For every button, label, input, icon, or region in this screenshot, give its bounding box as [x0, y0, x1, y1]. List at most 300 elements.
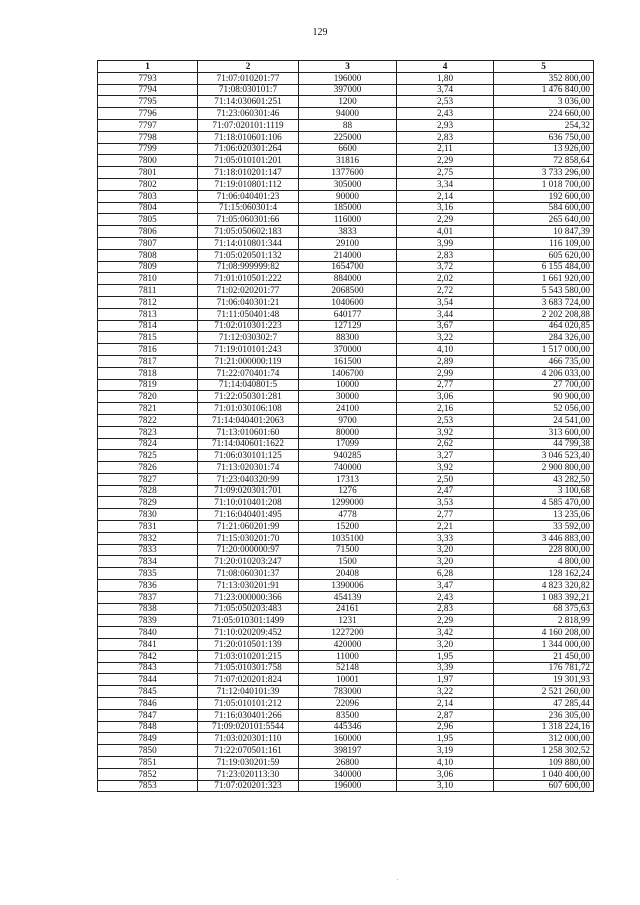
value-cell: 2 521 260,00 [494, 686, 594, 698]
row-number-cell: 7803 [98, 190, 198, 202]
cadastral-number-cell: 71:02:010301:223 [198, 320, 299, 332]
table-row [98, 273, 594, 285]
row-number-cell: 7800 [98, 155, 198, 167]
row-number-cell: 7843 [98, 662, 198, 674]
row-number-cell: 7838 [98, 603, 198, 615]
row-number-cell: 7816 [98, 344, 198, 356]
area-cell: 1377600 [299, 167, 397, 179]
rate-cell: 3,72 [397, 261, 494, 273]
table-row [98, 580, 594, 592]
row-number-cell: 7826 [98, 462, 198, 474]
area-cell: 26800 [299, 757, 397, 769]
column-header: 1 [98, 61, 198, 73]
table-row [98, 603, 594, 615]
table-row [98, 686, 594, 698]
rate-cell: 2,72 [397, 285, 494, 297]
value-cell: 1 018 700,00 [494, 178, 594, 190]
cadastral-number-cell: 71:05:010101:201 [198, 155, 299, 167]
table-row [98, 733, 594, 745]
value-cell: 312 000,00 [494, 733, 594, 745]
area-cell: 24100 [299, 403, 397, 415]
cadastral-number-cell: 71:15:060301:4 [198, 202, 299, 214]
area-cell: 783000 [299, 686, 397, 698]
area-cell: 31816 [299, 155, 397, 167]
table-row [98, 261, 594, 273]
row-number-cell: 7840 [98, 627, 198, 639]
table-row [98, 143, 594, 155]
value-cell: 44 799,38 [494, 438, 594, 450]
table-row [98, 296, 594, 308]
rate-cell: 2,47 [397, 485, 494, 497]
row-number-cell: 7833 [98, 544, 198, 556]
value-cell: 3 446 883,00 [494, 532, 594, 544]
value-cell: 2 818,99 [494, 615, 594, 627]
area-cell: 1654700 [299, 261, 397, 273]
table-row [98, 202, 594, 214]
row-number-cell: 7809 [98, 261, 198, 273]
rate-cell: 3,99 [397, 237, 494, 249]
table-row [98, 497, 594, 509]
rate-cell: 2,02 [397, 273, 494, 285]
cadastral-number-cell: 71:23:020113:30 [198, 768, 299, 780]
value-cell: 72 858,64 [494, 155, 594, 167]
cadastral-number-cell: 71:02:020201:77 [198, 285, 299, 297]
area-cell: 196000 [299, 780, 397, 792]
cadastral-number-cell: 71:22:070501:161 [198, 745, 299, 757]
value-cell: 4 800,00 [494, 556, 594, 568]
row-number-cell: 7834 [98, 556, 198, 568]
value-cell: 128 162,24 [494, 568, 594, 580]
cadastral-number-cell: 71:07:020201:323 [198, 780, 299, 792]
row-number-cell: 7848 [98, 721, 198, 733]
cadastral-number-cell: 71:01:030106:108 [198, 403, 299, 415]
value-cell: 313 600,00 [494, 426, 594, 438]
rate-cell: 3,20 [397, 556, 494, 568]
table-row [98, 178, 594, 190]
value-cell: 584 600,00 [494, 202, 594, 214]
area-cell: 225000 [299, 131, 397, 143]
value-cell: 3 046 523,40 [494, 450, 594, 462]
rate-cell: 2,43 [397, 591, 494, 603]
cadastral-number-cell: 71:05:010101:212 [198, 698, 299, 710]
table-row [98, 438, 594, 450]
rate-cell: 3,06 [397, 768, 494, 780]
area-cell: 71500 [299, 544, 397, 556]
rate-cell: 3,20 [397, 544, 494, 556]
value-cell: 2 900 800,00 [494, 462, 594, 474]
area-cell: 196000 [299, 72, 397, 84]
area-cell: 88300 [299, 332, 397, 344]
rate-cell: 1,97 [397, 674, 494, 686]
cadastral-number-cell: 71:05:060301:66 [198, 214, 299, 226]
column-header: 2 [198, 61, 299, 73]
table-row [98, 155, 594, 167]
table-row [98, 379, 594, 391]
rate-cell: 2,53 [397, 96, 494, 108]
rate-cell: 2,14 [397, 698, 494, 710]
value-cell: 4 585 470,00 [494, 497, 594, 509]
area-cell: 1035100 [299, 532, 397, 544]
area-cell: 940285 [299, 450, 397, 462]
column-header: 4 [397, 61, 494, 73]
row-number-cell: 7829 [98, 497, 198, 509]
table-row [98, 721, 594, 733]
area-cell: 397000 [299, 84, 397, 96]
row-number-cell: 7797 [98, 119, 198, 131]
rate-cell: 2,75 [397, 167, 494, 179]
table-row [98, 709, 594, 721]
table-row [98, 285, 594, 297]
row-number-cell: 7810 [98, 273, 198, 285]
row-number-cell: 7805 [98, 214, 198, 226]
cadastral-number-cell: 71:08:999999:82 [198, 261, 299, 273]
row-number-cell: 7836 [98, 580, 198, 592]
table-row [98, 344, 594, 356]
column-header: 3 [299, 61, 397, 73]
data-table [97, 60, 594, 792]
cadastral-number-cell: 71:07:020101:1119 [198, 119, 299, 131]
row-number-cell: 7827 [98, 473, 198, 485]
value-cell: 254,32 [494, 119, 594, 131]
rate-cell: 2,21 [397, 521, 494, 533]
row-number-cell: 7814 [98, 320, 198, 332]
area-cell: 80000 [299, 426, 397, 438]
row-number-cell: 7815 [98, 332, 198, 344]
table-row [98, 521, 594, 533]
area-cell: 88 [299, 119, 397, 131]
cadastral-number-cell: 71:18:010201:147 [198, 167, 299, 179]
area-cell: 90000 [299, 190, 397, 202]
value-cell: 10 847,39 [494, 226, 594, 238]
area-cell: 305000 [299, 178, 397, 190]
value-cell: 1 517 000,00 [494, 344, 594, 356]
row-number-cell: 7823 [98, 426, 198, 438]
value-cell: 24 541,00 [494, 414, 594, 426]
table-row [98, 662, 594, 674]
area-cell: 10000 [299, 379, 397, 391]
value-cell: 90 900,00 [494, 391, 594, 403]
area-cell: 6600 [299, 143, 397, 155]
value-cell: 224 660,00 [494, 108, 594, 120]
cadastral-number-cell: 71:19:010101:243 [198, 344, 299, 356]
cadastral-number-cell: 71:10:020209:452 [198, 627, 299, 639]
cadastral-number-cell: 71:12:040101:39 [198, 686, 299, 698]
table-row [98, 214, 594, 226]
value-cell: 464 020,85 [494, 320, 594, 332]
rate-cell: 2,53 [397, 414, 494, 426]
table-row [98, 780, 594, 792]
cadastral-number-cell: 71:16:030401:266 [198, 709, 299, 721]
row-number-cell: 7802 [98, 178, 198, 190]
area-cell: 1276 [299, 485, 397, 497]
value-cell: 3 733 296,00 [494, 167, 594, 179]
cadastral-number-cell: 71:12:030302:7 [198, 332, 299, 344]
area-cell: 2068500 [299, 285, 397, 297]
value-cell: 27 700,00 [494, 379, 594, 391]
rate-cell: 3,53 [397, 497, 494, 509]
row-number-cell: 7837 [98, 591, 198, 603]
table-row [98, 532, 594, 544]
area-cell: 1406700 [299, 367, 397, 379]
value-cell: 607 600,00 [494, 780, 594, 792]
value-cell: 4 206 033,00 [494, 367, 594, 379]
row-number-cell: 7796 [98, 108, 198, 120]
rate-cell: 3,67 [397, 320, 494, 332]
row-number-cell: 7794 [98, 84, 198, 96]
row-number-cell: 7818 [98, 367, 198, 379]
table-row [98, 650, 594, 662]
row-number-cell: 7811 [98, 285, 198, 297]
area-cell: 214000 [299, 249, 397, 261]
row-number-cell: 7824 [98, 438, 198, 450]
rate-cell: 2,62 [397, 438, 494, 450]
value-cell: 4 823 320,82 [494, 580, 594, 592]
table-row [98, 391, 594, 403]
cadastral-number-cell: 71:23:000000:366 [198, 591, 299, 603]
area-cell: 370000 [299, 344, 397, 356]
value-cell: 466 735,00 [494, 355, 594, 367]
area-cell: 127129 [299, 320, 397, 332]
rate-cell: 4,10 [397, 757, 494, 769]
area-cell: 9700 [299, 414, 397, 426]
cadastral-number-cell: 71:03:010201:215 [198, 650, 299, 662]
cadastral-number-cell: 71:06:040401:23 [198, 190, 299, 202]
cadastral-number-cell: 71:19:030201:59 [198, 757, 299, 769]
table-row [98, 119, 594, 131]
area-cell: 1231 [299, 615, 397, 627]
value-cell: 1 040 400,00 [494, 768, 594, 780]
area-cell: 1200 [299, 96, 397, 108]
cadastral-number-cell: 71:05:050602:183 [198, 226, 299, 238]
rate-cell: 3,47 [397, 580, 494, 592]
rate-cell: 3,33 [397, 532, 494, 544]
cadastral-number-cell: 71:13:020301:74 [198, 462, 299, 474]
cadastral-number-cell: 71:16:040401:495 [198, 509, 299, 521]
area-cell: 11000 [299, 650, 397, 662]
area-cell: 740000 [299, 462, 397, 474]
value-cell: 176 781,72 [494, 662, 594, 674]
row-number-cell: 7808 [98, 249, 198, 261]
cadastral-number-cell: 71:20:010203:247 [198, 556, 299, 568]
table-row [98, 768, 594, 780]
area-cell: 30000 [299, 391, 397, 403]
row-number-cell: 7830 [98, 509, 198, 521]
area-cell: 4778 [299, 509, 397, 521]
table-row [98, 131, 594, 143]
row-number-cell: 7852 [98, 768, 198, 780]
area-cell: 454139 [299, 591, 397, 603]
rate-cell: 3,92 [397, 426, 494, 438]
cadastral-number-cell: 71:06:020301:264 [198, 143, 299, 155]
rate-cell: 2,83 [397, 603, 494, 615]
rate-cell: 2,11 [397, 143, 494, 155]
cadastral-number-cell: 71:01:010501:222 [198, 273, 299, 285]
value-cell: 43 282,50 [494, 473, 594, 485]
table-row [98, 367, 594, 379]
rate-cell: 6,28 [397, 568, 494, 580]
table-row [98, 108, 594, 120]
row-number-cell: 7801 [98, 167, 198, 179]
table-row [98, 249, 594, 261]
table-body [98, 72, 594, 792]
table-row [98, 462, 594, 474]
row-number-cell: 7839 [98, 615, 198, 627]
area-cell: 1227200 [299, 627, 397, 639]
row-number-cell: 7807 [98, 237, 198, 249]
row-number-cell: 7817 [98, 355, 198, 367]
table-row [98, 627, 594, 639]
rate-cell: 2,96 [397, 721, 494, 733]
cadastral-number-cell: 71:20:000000:97 [198, 544, 299, 556]
value-cell: 6 155 484,00 [494, 261, 594, 273]
rate-cell: 2,89 [397, 355, 494, 367]
area-cell: 116000 [299, 214, 397, 226]
value-cell: 1 318 224,16 [494, 721, 594, 733]
value-cell: 5 543 580,00 [494, 285, 594, 297]
row-number-cell: 7820 [98, 391, 198, 403]
table-row [98, 556, 594, 568]
rate-cell: 2,29 [397, 615, 494, 627]
table-row [98, 450, 594, 462]
table-row [98, 72, 594, 84]
row-number-cell: 7846 [98, 698, 198, 710]
area-cell: 22096 [299, 698, 397, 710]
value-cell: 605 620,00 [494, 249, 594, 261]
value-cell: 352 800,00 [494, 72, 594, 84]
cadastral-number-cell: 71:19:010801:112 [198, 178, 299, 190]
area-cell: 884000 [299, 273, 397, 285]
cadastral-number-cell: 71:14:030601:251 [198, 96, 299, 108]
table-row [98, 237, 594, 249]
table-row [98, 473, 594, 485]
value-cell: 1 083 392,21 [494, 591, 594, 603]
cadastral-number-cell: 71:23:060301:46 [198, 108, 299, 120]
value-cell: 4 160 208,00 [494, 627, 594, 639]
rate-cell: 3,27 [397, 450, 494, 462]
column-header: 5 [494, 61, 594, 73]
value-cell: 1 258 302,52 [494, 745, 594, 757]
rate-cell: 3,22 [397, 332, 494, 344]
area-cell: 52148 [299, 662, 397, 674]
value-cell: 13 926,00 [494, 143, 594, 155]
cadastral-number-cell: 71:15:030201:70 [198, 532, 299, 544]
table-row [98, 332, 594, 344]
cadastral-number-cell: 71:22:050301:281 [198, 391, 299, 403]
area-cell: 398197 [299, 745, 397, 757]
table-row [98, 84, 594, 96]
cadastral-number-cell: 71:14:010801:344 [198, 237, 299, 249]
rate-cell: 3,74 [397, 84, 494, 96]
cadastral-number-cell: 71:08:030101:7 [198, 84, 299, 96]
cadastral-number-cell: 71:20:010501:139 [198, 639, 299, 651]
value-cell: 636 750,00 [494, 131, 594, 143]
cadastral-number-cell: 71:18:010601:106 [198, 131, 299, 143]
value-cell: 68 375,63 [494, 603, 594, 615]
table-row [98, 544, 594, 556]
area-cell: 20408 [299, 568, 397, 580]
area-cell: 1390006 [299, 580, 397, 592]
area-cell: 161500 [299, 355, 397, 367]
row-number-cell: 7793 [98, 72, 198, 84]
cadastral-number-cell: 71:23:040320:99 [198, 473, 299, 485]
cadastral-number-cell: 71:07:020201:824 [198, 674, 299, 686]
rate-cell: 3,20 [397, 639, 494, 651]
area-cell: 17313 [299, 473, 397, 485]
table-row [98, 414, 594, 426]
cadastral-number-cell: 71:07:010201:77 [198, 72, 299, 84]
rate-cell: 2,29 [397, 155, 494, 167]
value-cell: 33 592,00 [494, 521, 594, 533]
cadastral-number-cell: 71:03:020301:110 [198, 733, 299, 745]
table-row [98, 568, 594, 580]
area-cell: 3833 [299, 226, 397, 238]
rate-cell: 2,99 [397, 367, 494, 379]
row-number-cell: 7795 [98, 96, 198, 108]
table-row [98, 308, 594, 320]
rate-cell: 3,06 [397, 391, 494, 403]
table-row [98, 320, 594, 332]
table-row [98, 674, 594, 686]
area-cell: 340000 [299, 768, 397, 780]
rate-cell: 3,54 [397, 296, 494, 308]
row-number-cell: 7851 [98, 757, 198, 769]
rate-cell: 3,19 [397, 745, 494, 757]
row-number-cell: 7853 [98, 780, 198, 792]
value-cell: 21 450,00 [494, 650, 594, 662]
cadastral-number-cell: 71:08:060301:37 [198, 568, 299, 580]
rate-cell: 3,92 [397, 462, 494, 474]
value-cell: 47 285,44 [494, 698, 594, 710]
value-cell: 1 344 000,00 [494, 639, 594, 651]
value-cell: 1 476 840,00 [494, 84, 594, 96]
row-number-cell: 7849 [98, 733, 198, 745]
rate-cell: 2,14 [397, 190, 494, 202]
cadastral-number-cell: 71:11:050401:48 [198, 308, 299, 320]
rate-cell: 3,16 [397, 202, 494, 214]
row-number-cell: 7845 [98, 686, 198, 698]
row-number-cell: 7804 [98, 202, 198, 214]
cadastral-number-cell: 71:09:020101:5544 [198, 721, 299, 733]
value-cell: 284 326,00 [494, 332, 594, 344]
table-row [98, 509, 594, 521]
rate-cell: 2,16 [397, 403, 494, 415]
value-cell: 116 109,00 [494, 237, 594, 249]
table-row [98, 639, 594, 651]
table-header [98, 61, 594, 73]
value-cell: 192 600,00 [494, 190, 594, 202]
area-cell: 94000 [299, 108, 397, 120]
area-cell: 83500 [299, 709, 397, 721]
header-row [98, 61, 594, 73]
row-number-cell: 7813 [98, 308, 198, 320]
table-row [98, 426, 594, 438]
value-cell: 109 880,00 [494, 757, 594, 769]
cadastral-number-cell: 71:13:030201:91 [198, 580, 299, 592]
area-cell: 640177 [299, 308, 397, 320]
row-number-cell: 7821 [98, 403, 198, 415]
row-number-cell: 7832 [98, 532, 198, 544]
row-number-cell: 7812 [98, 296, 198, 308]
rate-cell: 3,10 [397, 780, 494, 792]
rate-cell: 1,80 [397, 72, 494, 84]
table-row [98, 355, 594, 367]
row-number-cell: 7847 [98, 709, 198, 721]
rate-cell: 2,83 [397, 249, 494, 261]
table-row [98, 96, 594, 108]
rate-cell: 2,50 [397, 473, 494, 485]
value-cell: 13 235,06 [494, 509, 594, 521]
area-cell: 1500 [299, 556, 397, 568]
